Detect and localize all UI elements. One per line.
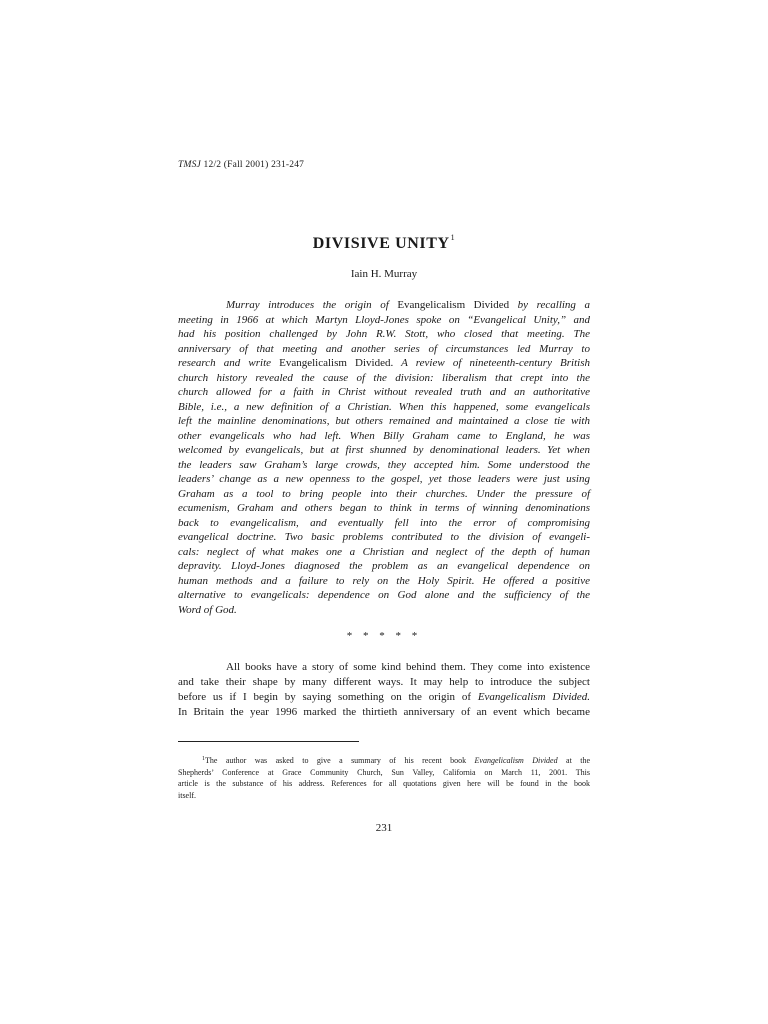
abstract-line: anniversary of that meeting and another series of circumstances led Murray to (178, 342, 590, 355)
abstract-line: meeting in 1966 at which Martyn Lloyd-Jones spoke on “Evangelical Unity,” and (178, 313, 590, 326)
footnote-line: $^1$The author was asked to give a summary of his recent book Evangelicalism Divided at the (202, 756, 590, 765)
journal-name: TMSJ (178, 160, 201, 170)
body-line: In Britain the year 1996 marked the thirtieth anniversary of an event which became (178, 706, 590, 718)
journal-citation: 12/2 (Fall 2001) 231-247 (200, 160, 305, 170)
book-title: Evangelicalism Divided (474, 756, 558, 765)
footnote-line: Shepherds’ Conference at Grace Community Church, Sun Valley, California on March 11, 2001. This (178, 767, 590, 777)
abstract-line: back to evangelicalism, and eventually fell into the error of compromising (178, 516, 590, 529)
body-line: All books have a story of some kind behind them. They come into existence (226, 661, 590, 673)
book-title: Evangelicalism Divided. (279, 357, 394, 369)
body-line: and take their shape by many different ways. It may help to introduce the subject (178, 676, 590, 688)
title-text: DIVISIVE UNITY (312, 235, 450, 252)
abstract-line: evangelical doctrine. Two basic problems contributed to the division of evangeli- (178, 531, 590, 543)
title-footnote-marker: 1 (450, 233, 456, 242)
abstract-line: welcomed by evangelicals, but at first shunned by denominational leaders. Yet when (178, 444, 590, 456)
book-title: Evangelicalism Divided (397, 299, 510, 311)
body-text (178, 660, 590, 720)
abstract-line: alternative to evangelicals: dependence on God alone and the sufficiency of the (178, 589, 590, 601)
running-head (178, 160, 304, 170)
abstract-line: church allowed for a faith in Christ without revealed truth and an authoritative (178, 386, 590, 398)
section-separator: * * * * * (346, 630, 422, 642)
abstract-line: Graham as a tool to bring people into their churches. Under the pressure of (178, 487, 590, 500)
footnote-line: itself. (178, 790, 196, 800)
abstract-line: the leaders saw Graham’s large crowds, they accepted him. Some understood the (178, 458, 590, 471)
abstract-line: leaders’ change as a new openness to the gospel, yet those leaders were just using (178, 473, 590, 485)
abstract-line: ecumenism, Graham and others began to think in terms of winning denominations (178, 502, 590, 514)
abstract-line: Bible, i.e., a new definition of a Christian. When this happened, some evangelicals (178, 400, 590, 413)
abstract-line: depravity. Lloyd-Jones diagnosed the problem as an evangelical dependence on (178, 560, 590, 572)
abstract-line: Murray introduces the origin of Evangelicalism Divided by recalling a (226, 299, 590, 311)
abstract-line: other evangelicals who had left. When Billy Graham came to England, he was (178, 429, 590, 442)
article-title (0, 233, 768, 253)
abstract-line: human methods and a failure to rely on the Holy Spirit. He offered a positive (178, 574, 590, 587)
abstract-line: left the mainline denominations, but others remained and maintained a close tie with (178, 415, 590, 427)
abstract-line: cals: neglect of what makes one a Christian and neglect of the depth of human (178, 545, 590, 558)
page-number: 231 (375, 822, 393, 834)
article-author: Iain H. Murray (350, 268, 418, 280)
abstract-line: research and write Evangelicalism Divided. A review of nineteenth-century British (178, 357, 591, 369)
abstract-line: Word of God. (178, 603, 237, 616)
abstract-line: church history revealed the cause of the division: liberalism that crept into the (178, 371, 590, 384)
abstract-line: had his position challenged by John R.W. Stott, who closed that meeting. The (178, 328, 590, 340)
footnote-marker: 1 (202, 756, 205, 762)
footnote-line: article is the substance of his address. References for all quotations given here will be found in the book (178, 779, 590, 788)
body-line: before us if I begin by saying something on the origin of Evangelicalism Divided. (178, 691, 591, 703)
footnote (178, 754, 590, 801)
footnote-rule (178, 741, 359, 742)
book-title: Evangelicalism Divided. (477, 691, 591, 703)
abstract (178, 298, 590, 617)
